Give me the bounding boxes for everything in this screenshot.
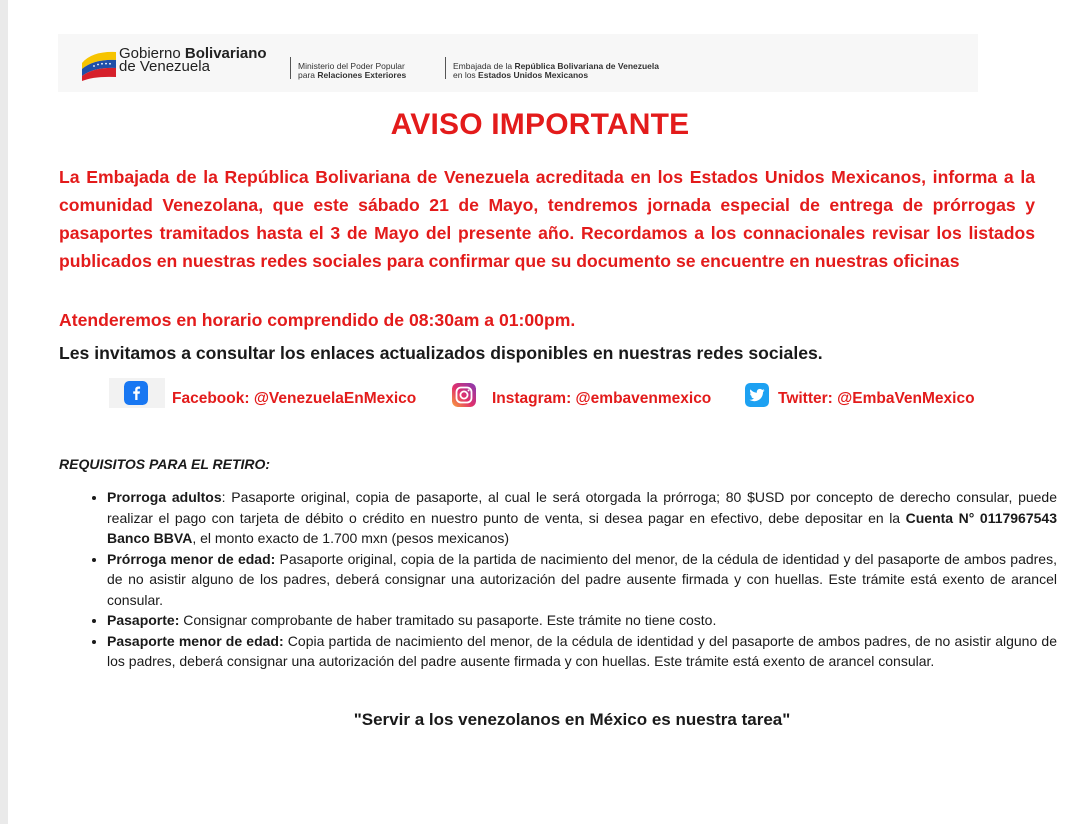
- ministry-line1: Ministerio del Poder Popular: [298, 61, 405, 71]
- requirement-text: Pasaporte original, copia de la partida de nacimiento del menor, de la cédula de identidad y del pasaporte de ambos padres, de no asistir alguno de los padres, deberá consignar una autorización del padre ausente firmada y con huellas. Este trámite está exento de arancel consular.: [107, 550, 1057, 608]
- requirement-text: , el monto exacto de 1.700 mxn (pesos mexicanos): [192, 530, 510, 546]
- letterhead-divider-1: [290, 57, 291, 79]
- ministry-line2-a: para: [298, 70, 318, 80]
- requirement-text: Copia partida de nacimiento del menor, de la cédula de identidad y del pasaporte de ambos padres, de no asistir alguno de los padres, deberá consignar una autorización del padre ausente firmada y con huellas. Este trámite está exento de arancel consular.: [107, 632, 1057, 669]
- requirement-item: [107, 610, 1057, 631]
- requirement-label: Pasaporte menor de edad:: [107, 632, 284, 649]
- requirement-item: [107, 487, 1057, 549]
- twitter-handle[interactable]: Twitter: @EmbaVenMexico: [778, 390, 975, 407]
- requirements-title: REQUISITOS PARA EL RETIRO:: [59, 456, 271, 472]
- embassy-line2-b: Estados Unidos Mexicanos: [478, 70, 589, 80]
- ministry-line2-b: Relaciones Exteriores: [317, 70, 407, 80]
- instagram-icon[interactable]: [452, 383, 476, 407]
- requirement-item: [107, 631, 1057, 672]
- bank-account: Cuenta N° 0117967543 Banco BBVA: [107, 509, 1057, 546]
- ministry-name: [298, 62, 406, 80]
- requirement-label: Prorroga adultos: [107, 489, 222, 505]
- embassy-line2-a: en los: [453, 70, 479, 80]
- venezuela-flag-logo: [80, 49, 118, 81]
- requirement-text: Consignar comprobante de haber tramitado su pasaporte. Este trámite no tiene costo.: [179, 612, 717, 628]
- gov-line1-a: Gobierno: [119, 45, 185, 62]
- requirement-item: [107, 549, 1057, 611]
- twitter-icon[interactable]: [745, 383, 769, 407]
- requirement-label: Pasaporte:: [107, 612, 180, 628]
- government-name: [119, 47, 267, 73]
- letterhead-divider-2: [445, 57, 446, 79]
- embassy-line1-a: Embajada de la: [453, 61, 515, 71]
- notice-title: AVISO IMPORTANTE: [390, 108, 690, 141]
- requirement-text: : Pasaporte original, copia de pasaporte, al cual le será otorgada la prórroga; 80 $USD por concepto de derecho consular, puede realizar el pago con tarjeta de débito o crédito en nuestro punto de venta, si desea pagar en efectivo, debe depositar en la: [107, 489, 1057, 526]
- announcement-paragraph: La Embajada de la República Bolivariana de Venezuela acreditada en los Estados Unidos Mexicanos, informa a la comunidad Venezolana, que este sábado 21 de Mayo, tendremos jornada especial de entrega de prórrogas y pasaportes tramitados hasta el 3 de Mayo del presente año. Recordamos a los connacionales revisar los listados publicados en nuestras redes sociales para confirmar que su documento se encuentre en nuestras oficinas: [59, 167, 1035, 271]
- facebook-handle[interactable]: Facebook: @VenezuelaEnMexico: [172, 390, 417, 407]
- requirements-list: [85, 487, 1057, 672]
- social-invite-paragraph: Les invitamos a consultar los enlaces actualizados disponibles en nuestras redes sociales.: [59, 343, 823, 363]
- instagram-handle[interactable]: Instagram: @embavenmexico: [492, 390, 712, 407]
- facebook-icon[interactable]: [124, 381, 148, 405]
- motto: "Servir a los venezolanos en México es nuestra tarea": [353, 710, 791, 729]
- schedule-paragraph: Atenderemos en horario comprendido de 08:30am a 01:00pm.: [59, 310, 576, 330]
- gov-line1-b: Bolivariano: [184, 45, 267, 62]
- gov-line2: de Venezuela: [119, 58, 210, 75]
- embassy-name: [453, 62, 659, 80]
- requirement-label: Prórroga menor de edad:: [107, 550, 276, 567]
- embassy-line1-b: República Bolivariana de Venezuela: [514, 61, 659, 71]
